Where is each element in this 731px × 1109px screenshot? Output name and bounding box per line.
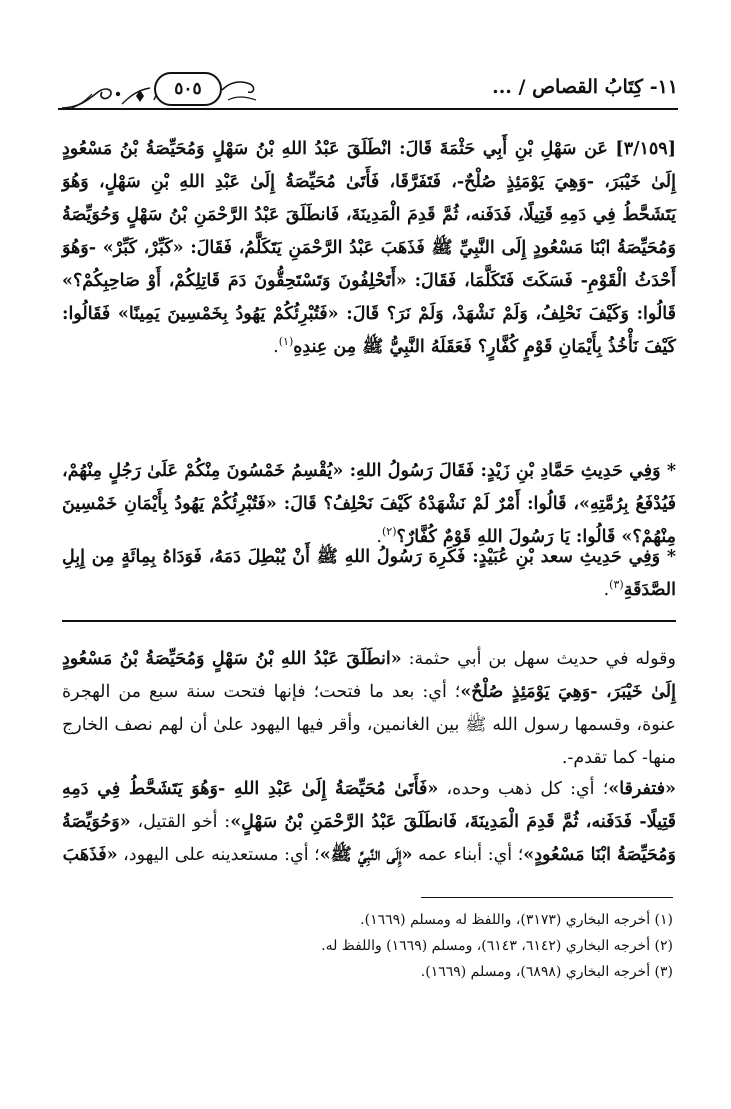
footnote: (١) أخرجه البخاري (٣١٧٣)، واللفظ له ومسلم (١٦٦٩).	[360, 912, 673, 928]
commentary-text: ؛ أي: أبناء عمه	[412, 845, 524, 865]
footnote-ref: (٢)	[382, 525, 397, 539]
ornament-left-icon	[58, 70, 168, 110]
commentary-paragraph-1	[62, 643, 676, 775]
commentary-quote: «وَحُوَيِّصَةُ وَمُحَيِّصَةُ ابْنَا مَسْعُودٍ»	[62, 812, 676, 865]
page-number-ornament	[128, 70, 238, 110]
ornament-right-icon	[220, 70, 260, 110]
footnote: (٣) أخرجه البخاري (٦٨٩٨)، ومسلم (١٦٦٩).	[420, 964, 673, 980]
commentary-quote: «إِلَى النَّبِيِّ ﷺ»	[319, 845, 413, 865]
footnotes	[59, 907, 673, 985]
footnote-divider	[421, 897, 673, 898]
commentary-quote: «فَأَتَىٰ مُحَيِّصَةُ إِلَىٰ عَبْدِ اللهِ -وَهُوَ يَتَشَحَّطُ فِي دَمِهِ قَتِيلًا- فَدَفَنه، ثُمَّ قَدِمَ الْمَدِينَةَ، فَانطَلَقَ عَبْدُ الرَّحْمَنِ بْنُ سَهْلٍ»	[62, 779, 676, 832]
page-header	[58, 70, 678, 122]
commentary-text: وقوله في حديث سهل بن أبي حثمة:	[401, 649, 676, 669]
commentary-quote: «فَذَهَبَ	[62, 845, 118, 865]
hadith-saad-text: * وَفِي حَدِيثِ سعد بْنِ عُبَيْدٍ: فَكَرِهَ رَسُولُ اللهِ ﷺ أَنْ يُبْطِلَ دَمَهُ، فَوَدَاهُ بِمِائَةٍ مِن إِبِلِ الصَّدَقَةِ	[62, 547, 676, 600]
footnote: (٢) أخرجه البخاري (٦١٤٢، ٦١٤٣)، ومسلم (١٦٦٩) واللفظ له.	[321, 938, 673, 954]
footnote-ref: (٣)	[609, 578, 624, 592]
page-number: ٥٠٥	[154, 72, 222, 106]
commentary-text: ؛ أي: كل ذهب وحده،	[438, 779, 609, 799]
commentary-text: : أخو القتيل،	[130, 812, 231, 832]
hadith-saad: * وَفِي حَدِيثِ سعد بْنِ عُبَيْدٍ: فَكَرِهَ رَسُولُ اللهِ ﷺ أَنْ يُبْطِلَ دَمَهُ، فَوَدَاهُ بِمِائَةٍ مِن إِبِلِ الصَّدَقَةِ$^{(٣)}$.	[62, 547, 676, 600]
commentary-text: ؛ أي: مستعدينه على اليهود،	[117, 845, 320, 865]
hadith-main: [٣/١٥٩] عَن سَهْلِ بْنِ أَبِي حَثْمَةَ قَالَ: انْطَلَقَ عَبْدُ اللهِ بْنُ سَهْلٍ وَمُحَيِّصَةُ بْنُ مَسْعُودٍ إِلَىٰ خَيْبَرَ، -وَهِيَ يَوْمَئِذٍ صُلْحٌ-، فَتَفَرَّقَا، فَأَتَىٰ مُحَيِّصَةُ إِلَىٰ عَبْدِ اللهِ بْنِ سَهْلٍ، وَهُوَ يَتَشَحَّطُ فِي دَمِهِ قَتِيلًا، فَدَفَنه، ثُمَّ قَدِمَ الْمَدِينَةَ، فَانطَلَقَ عَبْدُ الرَّحْمَنِ بْنُ سَهْلٍ وَحُوَيِّصَةُ وَمُحَيِّصَةُ ابْنَا مَسْعُودٍ إِلَى النَّبِيِّ ﷺ فَذَهَبَ عَبْدُ الرَّحْمَنِ يَتَكَلَّمُ، فَقَالَ: «كَبِّرْ، كَبِّرْ» -وَهُوَ أَحْدَثُ الْقَوْمِ- فَسَكَتَ فَتَكَلَّمَا، فَقَالَ: «أَتَحْلِفُونَ وَتَسْتَحِقُّونَ دَمَ قَاتِلِكُمْ، أَوْ صَاحِبِكُمْ؟» قَالُوا: وَكَيْفَ نَحْلِفُ، وَلَمْ نَشْهَدْ، وَلَمْ نَرَ؟ قَالَ: «فَتُبْرِئُكُمْ يَهُودُ بِخَمْسِينَ يَمِينًا» فَقَالُوا: كَيْفَ نَأْخُذُ بِأَيْمَانِ قَوْمٍ كُفَّارٍ؟ فَعَقَلَهُ النَّبِيُّ ﷺ مِن عِندِهِ$^{(١)}$.	[62, 139, 676, 357]
commentary-text: ؛ أي: بعد ما فتحت؛ فإنها فتحت سنة سبع من الهجرة عنوة، وقسمها رسول الله ﷺ بين الغانمين، وأقر فيها اليهود علىٰ أن لهم نصف الخارج منها- كما تقدم-.	[62, 682, 676, 768]
commentary-paragraph-2	[62, 773, 676, 872]
section-divider	[62, 620, 676, 622]
footnote-ref: (١)	[278, 335, 294, 349]
header-rule	[58, 108, 678, 110]
commentary-quote: «فتفرقا»	[608, 779, 676, 799]
hadith-hammad-text: * وَفِي حَدِيثِ حَمَّادِ بْنِ زَيْدٍ: فَقَالَ رَسُولُ اللهِ: «يُقْسِمُ خَمْسُونَ مِنْكُمْ عَلَىٰ رَجُلٍ مِنْهُمْ، فَيُدْفَعُ بِرُمَّتِهِ»، قَالُوا: أَمْرٌ لَمْ نَشْهَدْهُ كَيْفَ نَحْلِفُ؟ قَالَ: «فَتُبْرِئُكُمْ يَهُودُ بِأَيْمَانِ خَمْسِينَ مِنْهُمْ؟» قَالُوا: يَا رَسُولَ اللهِ قَوْمٌ كُفَّارٌ؟	[62, 461, 676, 547]
commentary-quote: «انطَلَقَ عَبْدُ اللهِ بْنُ سَهْلٍ وَمُحَيِّصَةُ بْنُ مَسْعُودٍ إِلَىٰ خَيْبَرَ، -وَهِيَ يَوْمَئِذٍ صُلْحٌ»	[62, 649, 676, 702]
running-title: ١١- كِتَابُ القصاص / ...	[492, 76, 678, 98]
hadith-main-text: [٣/١٥٩] عَن سَهْلِ بْنِ أَبِي حَثْمَةَ قَالَ: انْطَلَقَ عَبْدُ اللهِ بْنُ سَهْلٍ وَمُحَيِّصَةُ بْنُ مَسْعُودٍ إِلَىٰ خَيْبَرَ، -وَهِيَ يَوْمَئِذٍ صُلْحٌ-، فَتَفَرَّقَا، فَأَتَىٰ مُحَيِّصَةُ إِلَىٰ عَبْدِ اللهِ بْنِ سَهْلٍ، وَهُوَ يَتَشَحَّطُ فِي دَمِهِ قَتِيلًا، فَدَفَنه، ثُمَّ قَدِمَ الْمَدِينَةَ، فَانطَلَقَ عَبْدُ الرَّحْمَنِ بْنُ سَهْلٍ وَحُوَيِّصَةُ وَمُحَيِّصَةُ ابْنَا مَسْعُودٍ إِلَى النَّبِيِّ ﷺ فَذَهَبَ عَبْدُ الرَّحْمَنِ يَتَكَلَّمُ، فَقَالَ: «كَبِّرْ، كَبِّرْ» -وَهُوَ أَحْدَثُ الْقَوْمِ- فَسَكَتَ فَتَكَلَّمَا، فَقَالَ: «أَتَحْلِفُونَ وَتَسْتَحِقُّونَ دَمَ قَاتِلِكُمْ، أَوْ صَاحِبِكُمْ؟» قَالُوا: وَكَيْفَ نَحْلِفُ، وَلَمْ نَشْهَدْ، وَلَمْ نَرَ؟ قَالَ: «فَتُبْرِئُكُمْ يَهُودُ بِخَمْسِينَ يَمِينًا» فَقَالُوا: كَيْفَ نَأْخُذُ بِأَيْمَانِ قَوْمٍ كُفَّارٍ؟ فَعَقَلَهُ النَّبِيُّ ﷺ مِن عِندِهِ	[62, 139, 676, 357]
hadith-hammad: * وَفِي حَدِيثِ حَمَّادِ بْنِ زَيْدٍ: فَقَالَ رَسُولُ اللهِ: «يُقْسِمُ خَمْسُونَ مِنْكُمْ عَلَىٰ رَجُلٍ مِنْهُمْ، فَيُدْفَعُ بِرُمَّتِهِ»، قَالُوا: أَمْرٌ لَمْ نَشْهَدْهُ كَيْفَ نَحْلِفُ؟ قَالَ: «فَتُبْرِئُكُمْ يَهُودُ بِأَيْمَانِ خَمْسِينَ مِنْهُمْ؟» قَالُوا: يَا رَسُولَ اللهِ قَوْمٌ كُفَّارٌ؟$^{(٢)}$.	[62, 461, 676, 547]
